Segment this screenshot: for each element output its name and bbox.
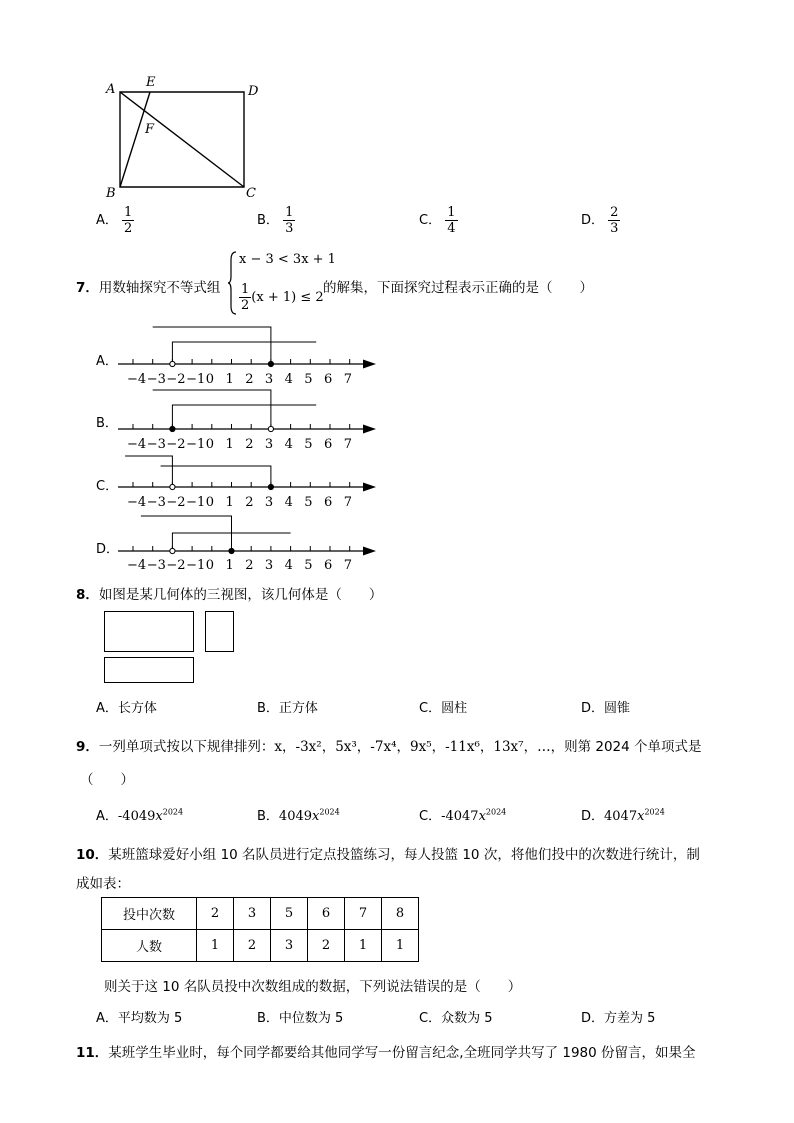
tick-label: 3 [264, 372, 274, 387]
tick-label: −2 [166, 495, 186, 510]
q7-option-c[interactable]: C． [96, 479, 119, 494]
table-header: 投中次数 [102, 898, 197, 930]
tick-label: 3 [264, 495, 274, 510]
closed-point [229, 548, 234, 553]
tick-label: 0 [205, 437, 215, 452]
front-view [104, 611, 194, 652]
table-header: 人数 [102, 930, 197, 962]
tick-label: 7 [343, 372, 352, 387]
tick-label: 0 [205, 372, 215, 387]
inequality-2: $\frac{1}{2}$ (x + 1) ≤ 2 [241, 282, 324, 313]
q8-option-d[interactable]: D．圆锥 [581, 701, 631, 716]
label-E: E [146, 75, 156, 90]
q7-option-b[interactable]: B． [96, 416, 118, 431]
tick-label: 0 [205, 558, 215, 573]
table-row: 人数 1 2 3 2 1 1 [102, 930, 419, 962]
solution-ray [172, 405, 316, 429]
q8-option-b[interactable]: B．正方体 [257, 701, 318, 716]
q10-option-c[interactable]: C．众数为 5 [419, 1011, 493, 1026]
closed-point [170, 426, 175, 431]
closed-point [268, 484, 273, 489]
tick-label: 2 [245, 437, 254, 452]
tick-label: 1 [225, 437, 234, 452]
tick-label: 4 [284, 495, 293, 510]
q8-stem: 8．如图是某几何体的三视图，该几何体是（ ） [76, 587, 383, 603]
fraction: $\frac{1}{4}$ [447, 205, 456, 236]
tick-label: 2 [245, 495, 254, 510]
q8-option-c[interactable]: C．圆柱 [419, 701, 468, 716]
arrow-right-icon [363, 360, 376, 369]
q9-stem: 9．一列单项式按以下规律排列：x，-3x²，5x³，-7x⁴，9x⁵，-11x⁶，13x⁷，…，则第 2024 个单项式是 [76, 739, 702, 755]
tick-label: 6 [324, 437, 333, 452]
q9-option-c[interactable]: C．$-4047x^{2024}$ [419, 807, 507, 824]
open-point [170, 548, 175, 553]
tick-label: −3 [146, 558, 166, 573]
q10-question: 则关于这 10 名队员投中次数组成的数据，下列说法错误的是（ ） [104, 979, 522, 995]
inequality-1: x − 3 < 3x + 1 [239, 252, 336, 267]
tick-label: 2 [245, 558, 254, 573]
tick-label: −4 [127, 372, 147, 387]
q6-option-b[interactable]: B． $\frac{1}{3}$ [257, 205, 294, 236]
tick-label: 3 [264, 437, 274, 452]
q7-option-d[interactable]: D． [96, 542, 120, 557]
tick-label: −4 [127, 437, 147, 452]
side-view [205, 611, 234, 652]
solution-ray [153, 327, 271, 364]
tick-label: 6 [324, 558, 333, 573]
label-B: B [106, 186, 116, 201]
label-D: D [248, 84, 259, 99]
solution-ray [125, 456, 172, 487]
table-row: 投中次数 2 3 5 6 7 8 [102, 898, 419, 930]
q8-option-a[interactable]: A．长方体 [96, 701, 157, 716]
tick-label: 1 [225, 558, 234, 573]
tick-label: −1 [186, 495, 206, 510]
solution-ray [172, 342, 316, 364]
q9-option-b[interactable]: B．$4049x^{2024}$ [257, 807, 340, 824]
tick-label: −1 [186, 372, 206, 387]
open-point [170, 361, 175, 366]
tick-label: 7 [343, 437, 352, 452]
q10-option-a[interactable]: A．平均数为 5 [96, 1011, 183, 1026]
q9-option-d[interactable]: D．$4047x^{2024}$ [581, 807, 665, 824]
tick-label: 0 [205, 495, 215, 510]
tick-label: 5 [304, 558, 313, 573]
top-view [104, 657, 194, 683]
shots-table [101, 897, 419, 962]
open-point [170, 484, 175, 489]
tick-label: −1 [186, 558, 206, 573]
tick-label: −3 [146, 437, 166, 452]
tick-label: −2 [166, 437, 186, 452]
q6-option-a[interactable]: A． $\frac{1}{2}$ [96, 205, 133, 236]
fraction: $\frac{1}{2}$ [124, 205, 133, 236]
solution-ray [153, 390, 271, 429]
tick-label: 5 [304, 495, 313, 510]
tick-label: 5 [304, 372, 313, 387]
tick-label: 1 [225, 372, 234, 387]
tick-label: −3 [146, 372, 166, 387]
solution-ray [161, 466, 271, 487]
tick-label: −3 [146, 495, 166, 510]
q7-stem: 7．用数轴探究不等式组 [76, 280, 221, 296]
q11-stem: 11．某班学生毕业时，每个同学都要给其他同学写一份留言纪念,全班同学共写了 1980 份留言，如果全 [76, 1045, 696, 1061]
q9-option-a[interactable]: A．$-4049x^{2024}$ [96, 807, 184, 824]
q9-answer-paren: （ ） [80, 772, 134, 788]
label-C: C [246, 186, 256, 201]
tick-label: 4 [284, 437, 293, 452]
q10-option-d[interactable]: D．方差为 5 [581, 1011, 656, 1026]
tick-label: 4 [284, 372, 293, 387]
arrow-right-icon [363, 425, 376, 434]
q6-option-d[interactable]: D． $\frac{2}{3}$ [581, 205, 619, 236]
tick-label: 2 [245, 372, 254, 387]
tick-label: 7 [343, 495, 352, 510]
q10-stem-line2: 成如表： [76, 876, 130, 892]
tick-label: −4 [127, 495, 147, 510]
tick-label: −1 [186, 437, 206, 452]
q10-stem: 10．某班篮球爱好小组 10 名队员进行定点投篮练习，每人投篮 10 次，将他们投中的次数进行统计，制 [76, 847, 700, 863]
tick-label: 1 [225, 495, 234, 510]
tick-label: 5 [304, 437, 313, 452]
q7-option-a[interactable]: A． [96, 354, 118, 369]
tick-label: 7 [343, 558, 352, 573]
tick-label: −4 [127, 558, 147, 573]
fraction: $\frac{2}{3}$ [610, 205, 619, 236]
label-F: F [145, 122, 155, 137]
tick-label: 4 [284, 558, 293, 573]
tick-label: −2 [166, 372, 186, 387]
q6-option-c[interactable]: C． $\frac{1}{4}$ [419, 205, 456, 236]
open-point [268, 426, 273, 431]
label-A: A [106, 82, 116, 97]
arrow-right-icon [363, 483, 376, 492]
tick-label: −2 [166, 558, 186, 573]
tick-label: 6 [324, 495, 333, 510]
tick-label: 3 [264, 558, 274, 573]
tick-label: 6 [324, 372, 333, 387]
closed-point [268, 361, 273, 366]
arrow-right-icon [363, 547, 376, 556]
fraction: $\frac{1}{3}$ [285, 205, 294, 236]
q7-stem-tail: 的解集，下面探究过程表示正确的是（ ） [323, 280, 593, 296]
q10-option-b[interactable]: B．中位数为 5 [257, 1011, 344, 1026]
